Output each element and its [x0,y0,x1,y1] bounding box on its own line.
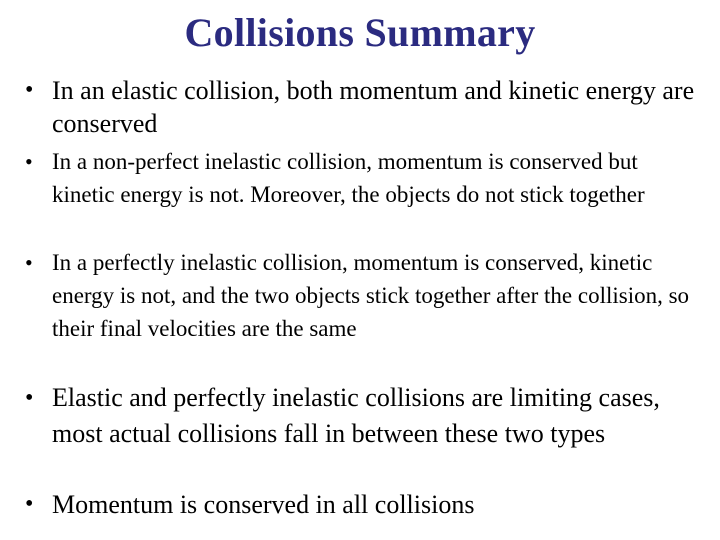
bullet-item [25,488,695,521]
bullet-item [25,74,695,140]
bullet-text-limiting-cases: Elastic and perfectly inelastic collisions are limiting cases, most actual collisions fall in between these two types [52,383,660,448]
bullet-item [25,380,695,452]
slide-title: Collisions Summary [184,10,536,55]
bullet-marker-icon: • [25,149,33,174]
bullet-text-elastic: In an elastic collision, both momentum and kinetic energy are conserved [52,76,695,138]
bullet-marker-icon: • [25,385,34,411]
bullet-marker-icon: • [25,491,34,517]
bullet-text-non-perfect-inelastic: In a non-perfect inelastic collision, momentum is conserved but kinetic energy is not. Moreover, the objects do not stick together [52,149,645,207]
bullet-item [25,145,695,211]
bullet-marker-icon: • [25,77,34,103]
bullet-text-perfectly-inelastic: In a perfectly inelastic collision, momentum is conserved, kinetic energy is not, and the two objects stick together after the collision, so their final velocities are the same [52,250,690,341]
bullet-text-momentum-conserved: Momentum is conserved in all collisions [52,490,475,519]
bullet-marker-icon: • [25,250,33,275]
bullet-item [25,246,695,345]
